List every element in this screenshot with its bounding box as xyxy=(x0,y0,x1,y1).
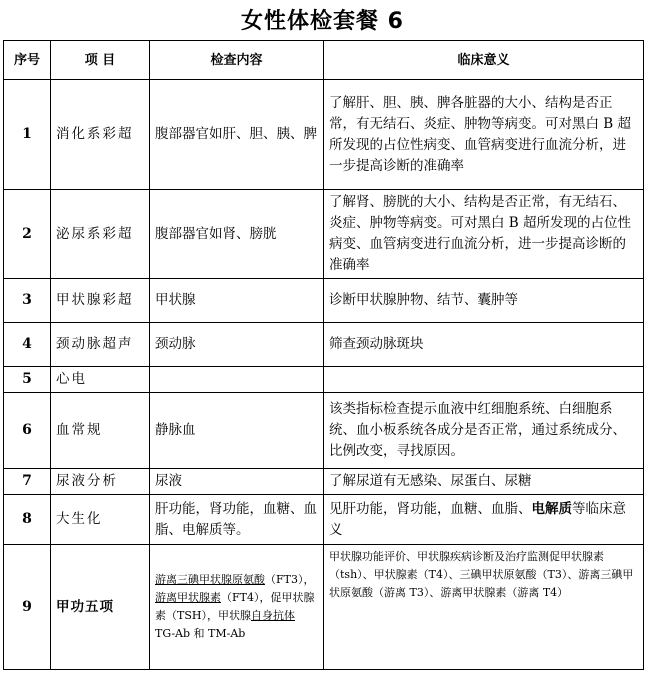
row-content: 腹部器官如肾、膀胱 xyxy=(150,190,324,279)
row-meaning: 了解肝、胆、胰、脾各脏器的大小、结构是否正常，有无结石、炎症、肿物等病变。可对黑白 B 超所发现的占位性病变、血管病变进行血流分析，进一步提高诊断的准确率 xyxy=(324,80,644,190)
row-number: 5 xyxy=(4,367,51,393)
meaning-bold-text: 电解质 xyxy=(531,500,572,517)
row-item: 血常规 xyxy=(51,393,150,469)
table-row xyxy=(4,469,644,495)
row-meaning: 了解肾、膀胱的大小、结构是否正常，有无结石、炎症、肿物等病变。可对黑白 B 超所发现的占位性病变、血管病变进行血流分析，进一步提高诊断的准确率 xyxy=(324,190,644,279)
table-row xyxy=(4,367,644,393)
row-meaning xyxy=(324,495,644,545)
row-item: 心电 xyxy=(51,367,150,393)
table-row xyxy=(4,323,644,367)
row-meaning: 了解尿道有无感染、尿蛋白、尿糖 xyxy=(324,469,644,495)
content-underlined-text: 自身抗体 xyxy=(250,609,295,622)
row-number: 4 xyxy=(4,323,51,367)
content-text: TG-Ab 和 TM-Ab xyxy=(155,627,246,640)
header-meaning: 临床意义 xyxy=(324,41,644,80)
table-header-row xyxy=(4,41,644,80)
row-content xyxy=(150,545,324,670)
table-row xyxy=(4,393,644,469)
row-number: 1 xyxy=(4,80,51,190)
content-underlined-text: 游离三碘甲状腺原氨酸 xyxy=(155,573,265,586)
header-item: 项 目 xyxy=(51,41,150,80)
row-content: 肝功能，肾功能，血糖、血脂、电解质等。 xyxy=(150,495,324,545)
row-item: 泌尿系彩超 xyxy=(51,190,150,279)
meaning-text: 见肝功能，肾功能，血糖、血脂、 xyxy=(329,500,532,517)
row-meaning xyxy=(324,367,644,393)
package-table xyxy=(3,40,644,670)
table-row xyxy=(4,80,644,190)
row-content: 颈动脉 xyxy=(150,323,324,367)
table-row xyxy=(4,545,644,670)
row-content: 静脉血 xyxy=(150,393,324,469)
row-item: 甲状腺彩超 xyxy=(51,279,150,323)
row-content: 腹部器官如肝、胆、胰、脾 xyxy=(150,80,324,190)
content-text: （FT3）， xyxy=(265,573,315,586)
meaning-text: 等临床意义 xyxy=(329,500,626,538)
row-meaning: 诊断甲状腺肿物、结节、囊肿等 xyxy=(324,279,644,323)
row-meaning: 筛查颈动脉斑块 xyxy=(324,323,644,367)
row-content: 尿液 xyxy=(150,469,324,495)
row-content: 甲状腺 xyxy=(150,279,324,323)
row-item: 颈动脉超声 xyxy=(51,323,150,367)
row-item: 大生化 xyxy=(51,495,150,545)
row-number: 3 xyxy=(4,279,51,323)
header-no: 序号 xyxy=(4,41,51,80)
content-text: （FT4），促甲状腺素（TSH），甲状腺 xyxy=(155,591,315,622)
row-number: 8 xyxy=(4,495,51,545)
row-number: 7 xyxy=(4,469,51,495)
row-item: 尿液分析 xyxy=(51,469,150,495)
row-item: 消化系彩超 xyxy=(51,80,150,190)
page-title: 女性体检套餐 6 xyxy=(241,9,404,34)
content-underlined-text: 游离甲状腺素 xyxy=(155,591,221,604)
header-content: 检查内容 xyxy=(150,41,324,80)
row-item: 甲功五项 xyxy=(51,545,150,670)
table-row xyxy=(4,190,644,279)
row-meaning: 该类指标检查提示血液中红细胞系统、白细胞系统、血小板系统各成分是否正常，通过系统成分、比例改变，寻找原因。 xyxy=(324,393,644,469)
row-meaning: 甲状腺功能评价、甲状腺疾病诊断及治疗监测促甲状腺素（tsh）、甲状腺素（T4）、三碘甲状原氨酸（T3）、游离三碘甲状原氨酸（游离 T3）、游离甲状腺素（游离 T4） xyxy=(324,545,644,670)
table-row xyxy=(4,279,644,323)
row-number: 2 xyxy=(4,190,51,279)
row-number: 6 xyxy=(4,393,51,469)
table-row xyxy=(4,495,644,545)
row-number: 9 xyxy=(4,545,51,670)
row-content xyxy=(150,367,324,393)
